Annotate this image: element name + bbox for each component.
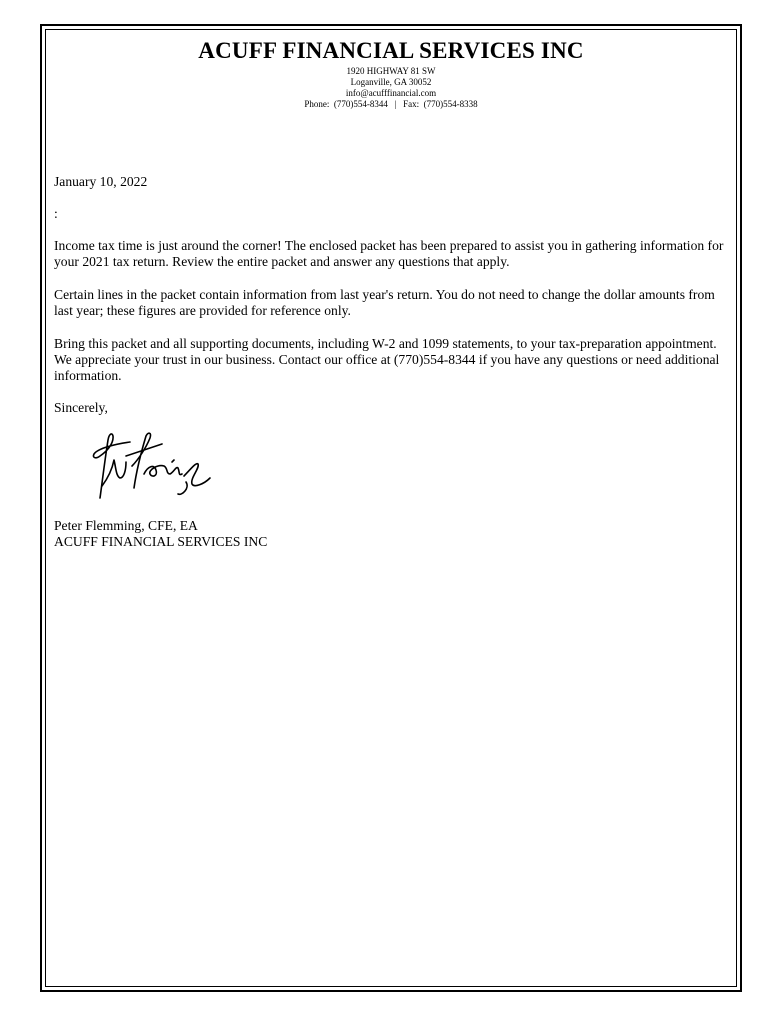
letter-salutation: : [54, 206, 58, 221]
address-line-1: 1920 HIGHWAY 81 SW [346, 66, 436, 76]
letter-paragraph-3: Bring this packet and all supporting documents, including W-2 and 1099 statements, to your tax-preparation appointment. We appreciate your trust in our business. Contact our office at (770)554-8344 if you have any questions or need additional information. [54, 336, 720, 383]
page-border-inner [45, 29, 737, 987]
letter-closing: Sincerely, [54, 400, 108, 415]
signer-name: Peter Flemming, CFE, EA [54, 518, 198, 533]
signer-block [54, 518, 724, 550]
letter-date: January 10, 2022 [54, 174, 148, 189]
handwritten-signature [86, 426, 216, 506]
address-line-2: Loganville, GA 30052 [350, 77, 432, 87]
phone-fax: Phone: (770)554-8344 | Fax: (770)554-8338 [304, 99, 478, 109]
letter-paragraph-2: Certain lines in the packet contain information from last year's return. You do not need to change the dollar amounts from last year; these figures are provided for reference only. [54, 287, 715, 318]
signer-company: ACUFF FINANCIAL SERVICES INC [54, 534, 268, 549]
letterhead [45, 36, 737, 110]
signature-text: Peter Flemming [86, 426, 93, 427]
company-name: ACUFF FINANCIAL SERVICES INC [198, 38, 584, 63]
letter-paragraph-1: Income tax time is just around the corner! The enclosed packet has been prepared to assist you in gathering information for your 2021 tax return. Review the entire packet and answer any questions that apply. [54, 238, 724, 269]
email-address: info@acufffinancial.com [345, 88, 437, 98]
